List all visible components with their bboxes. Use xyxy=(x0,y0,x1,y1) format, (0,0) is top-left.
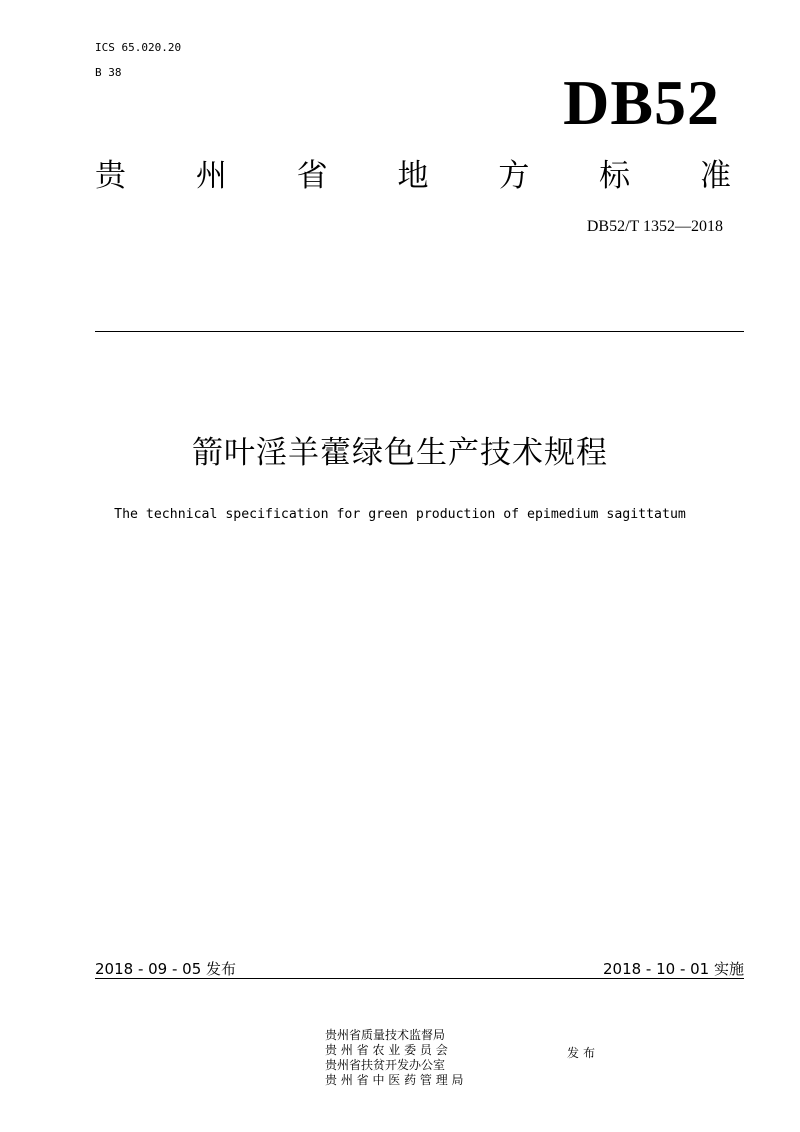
standard-type-char: 州 xyxy=(195,158,227,194)
standard-type-char: 准 xyxy=(699,158,731,194)
bottom-divider xyxy=(95,978,744,979)
ccs-code: B 38 xyxy=(95,66,122,79)
top-divider xyxy=(95,331,744,332)
issuer-name: 贵 州 省 农 业 委 员 会 xyxy=(325,1043,448,1057)
issuer-name: 贵州省质量技术监督局 xyxy=(325,1028,446,1042)
standard-type-char: 省 xyxy=(296,158,328,194)
standard-type xyxy=(95,154,731,198)
standard-type-char: 地 xyxy=(397,158,429,194)
issue-date: 2018 - 09 - 05 发布 xyxy=(95,960,237,978)
title-chinese: 箭叶淫羊藿绿色生产技术规程 xyxy=(192,435,608,471)
implementation-date: 2018 - 10 - 01 实施 xyxy=(602,960,744,978)
standard-type-char: 标 xyxy=(599,158,631,194)
ics-code: ICS 65.020.20 xyxy=(95,41,182,54)
issuer-list xyxy=(325,1028,464,1088)
title-english: The technical specification for green production of epimedium sagittatum xyxy=(114,507,686,522)
standard-number: DB52/T 1352—2018 xyxy=(586,218,723,235)
standard-code: DB52 xyxy=(563,67,720,138)
issuer-suffix: 发布 xyxy=(567,1046,600,1060)
issuer-name: 贵州省扶贫开发办公室 xyxy=(325,1058,446,1072)
standard-type-char: 方 xyxy=(498,158,530,194)
standard-type-char: 贵 xyxy=(95,158,126,194)
issuer-name: 贵 州 省 中 医 药 管 理 局 xyxy=(325,1073,464,1087)
